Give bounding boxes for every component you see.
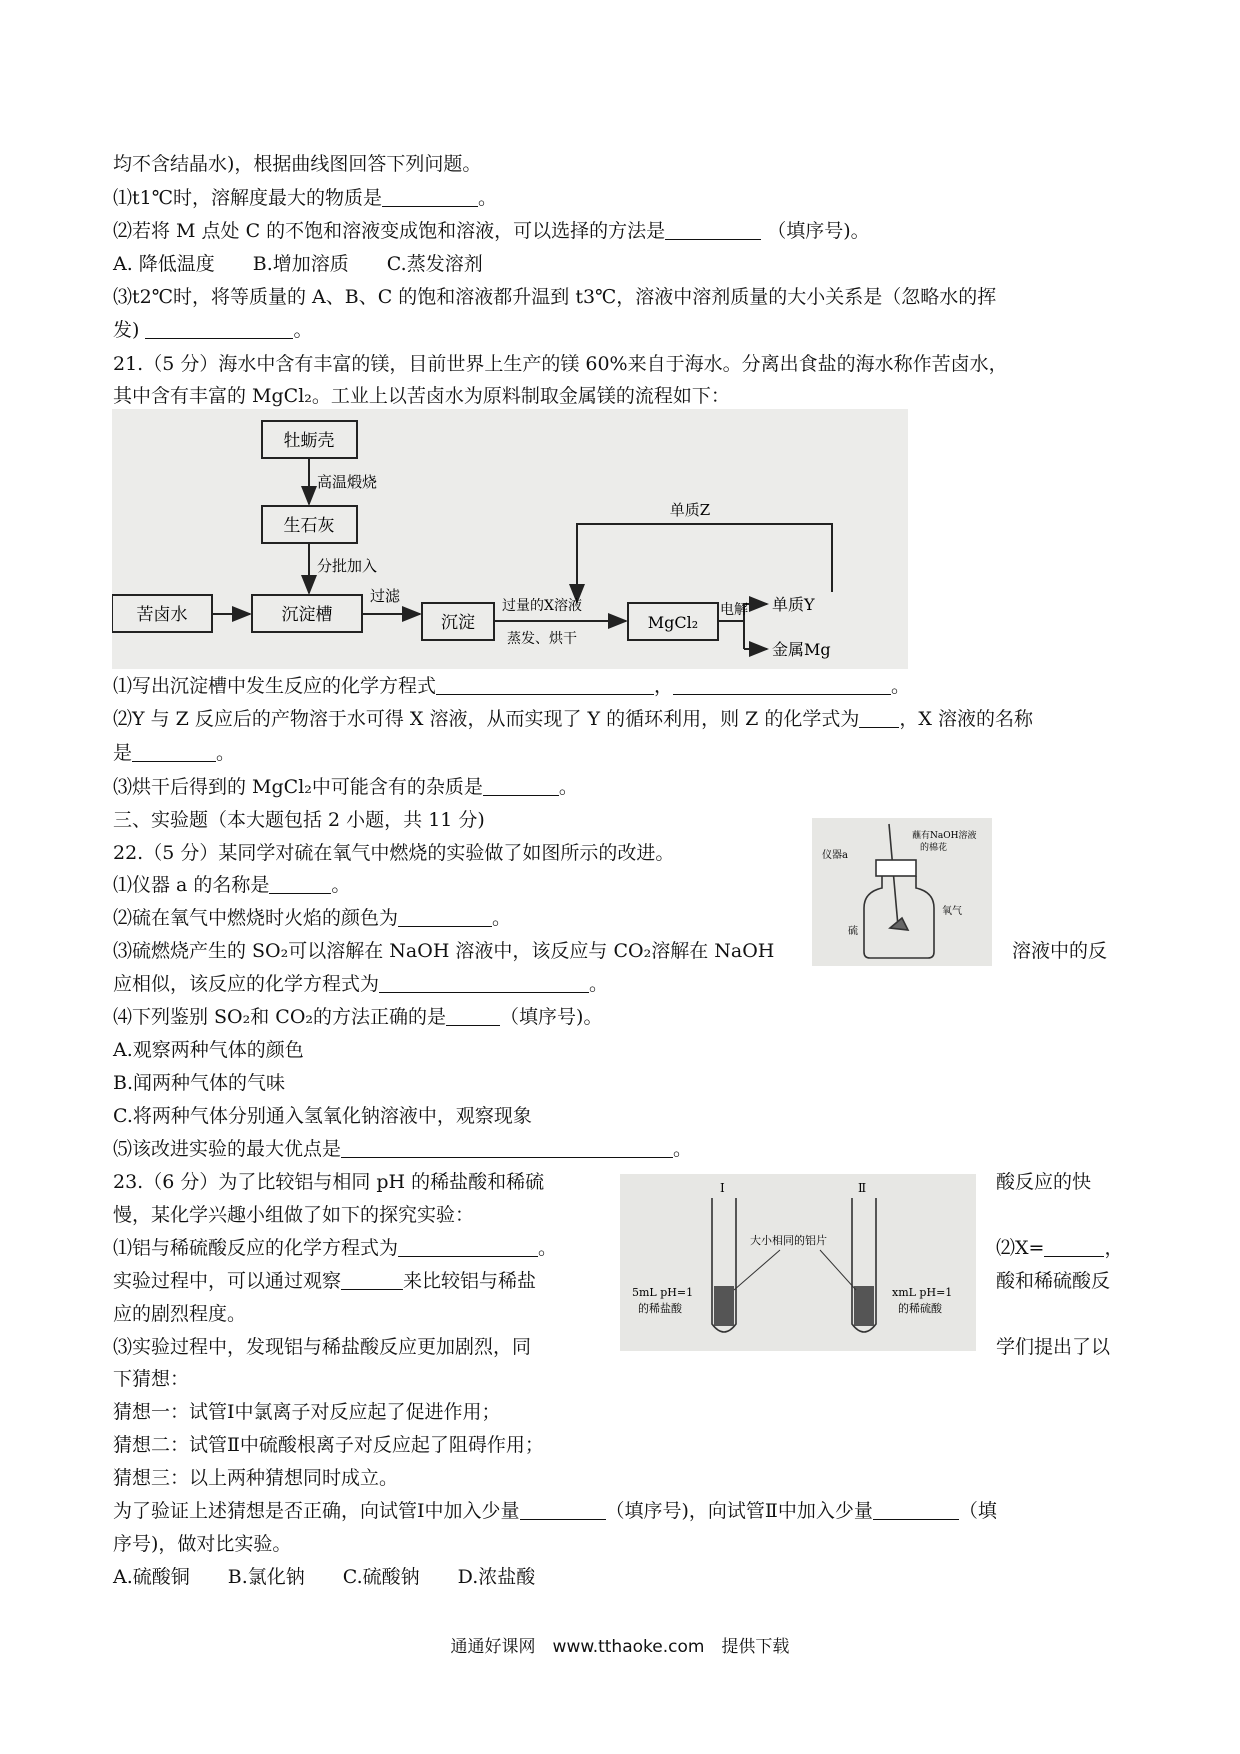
calcine-label: 高温煅烧 [317,473,378,491]
answer-blank[interactable] [665,221,761,240]
question-22-4 [113,1004,602,1030]
verify-line-2: 序号)，做对比实验。 [113,1533,292,1555]
text: ，X 溶液的名称 [899,708,1033,730]
text: 。 [293,319,313,341]
text-line: 均不含结晶水)，根据曲线图回答下列问题。 [113,153,482,175]
answer-blank[interactable] [1044,1238,1104,1257]
text: 。 [538,1237,558,1259]
sulfur-label: 硫 [848,926,858,937]
answer-blank[interactable] [436,676,654,695]
text: 。 [589,973,609,995]
question-23-line2: 慢，某化学兴趣小组做了如下的探究实验： [113,1204,475,1226]
text: ⑸该改进实验的最大优点是 [113,1138,342,1160]
text: ⑶烘干后得到的 MgCl₂中可能含有的杂质是 [113,776,483,798]
options-20: A. 降低温度 B.增加溶质 C.蒸发溶剂 [113,253,483,275]
tube-1-label: Ⅰ [720,1181,725,1195]
electrolysis-label: 电解 [720,602,748,618]
answer-blank[interactable] [269,875,331,894]
cotton-label: 蘸有NaOH溶液 [912,831,977,841]
text: ⑴t1℃时，溶解度最大的物质是 [113,187,382,209]
question-20-1 [113,185,497,211]
question-20-3: ⑶t2℃时，将等质量的 A、B、C 的饱和溶液都升温到 t3℃，溶液中溶剂质量的大小关系是（忽略水的挥 [113,286,997,308]
text: ⑷下列鉴别 SO₂和 CO₂的方法正确的是 [113,1006,447,1028]
answer-blank[interactable] [145,320,293,339]
sulfur-burning-figure [812,818,992,966]
text: 。 [891,675,911,697]
text: 是 [113,742,133,764]
evaporate-label: 蒸发、烘干 [507,631,577,647]
question-21-2-cont [113,740,235,766]
answer-blank[interactable] [341,1139,673,1158]
element-z-label: 单质Z [669,501,711,519]
text: ⑴铝与稀硫酸反应的化学方程式为 [113,1237,399,1259]
question-20-3-cont [113,317,312,343]
cotton-label-2: 的棉花 [920,843,948,853]
tube-2-label: Ⅱ [858,1181,867,1195]
question-22-3-cont [113,971,608,997]
question-23-3-right: 学们提出了以 [996,1336,1111,1358]
right-solution-label-2: 的稀硫酸 [898,1302,942,1315]
question-23-intro: 23.（6 分）为了比较铝与相同 pH 的稀盐酸和稀硫 [113,1171,545,1193]
metal-mg-label: 金属Mg [772,640,831,659]
right-solution-label: xmL pH=1 [892,1286,953,1299]
question-23-intro-right: 酸反应的快 [996,1171,1092,1193]
mgcl2-label: MgCl₂ [647,613,699,632]
text: （填序号)。 [767,220,870,242]
question-23-line4-right: 酸和稀硫酸反 [996,1270,1111,1292]
text: 。 [216,742,236,764]
option-22-a: A.观察两种气体的颜色 [113,1039,304,1061]
answer-blank[interactable] [859,709,899,728]
text: 应相似，该反应的化学方程式为 [113,973,380,995]
question-22-intro: 22.（5 分）某同学对硫在氧气中燃烧的实验做了如图所示的改进。 [113,842,675,864]
text: （填 [958,1500,997,1522]
instrument-a-label: 仪器a [822,850,848,861]
text: 实验过程中，可以通过观察 [113,1270,342,1292]
answer-blank[interactable] [873,1501,959,1520]
text: ⑴写出沉淀槽中发生反应的化学方程式 [113,675,437,697]
answer-blank[interactable] [398,908,492,927]
question-22-1 [113,872,350,898]
question-23-line7: 下猜想： [113,1368,190,1390]
question-23-2 [996,1235,1123,1261]
text: ⑴仪器 a 的名称是 [113,874,270,896]
question-21-3 [113,774,578,800]
magnesium-flowchart [112,409,908,669]
question-20-2 [113,218,870,244]
text: 。 [492,907,512,929]
element-y-label: 单质Y [772,595,815,614]
text: ⑵Y 与 Z 反应后的产物溶于水可得 X 溶液，从而实现了 Y 的循环利用，则 Z 的化学式为 [113,708,860,730]
text: 。 [558,776,578,798]
left-solution-label-2: 的稀盐酸 [638,1302,682,1315]
option-22-c: C.将两种气体分别通入氢氧化钠溶液中，观察现象 [113,1105,532,1127]
lime-label: 生石灰 [283,516,335,536]
text: ⑵X= [996,1237,1045,1259]
answer-blank[interactable] [483,777,559,796]
bittern-label: 苦卤水 [136,605,188,625]
foil-label: 大小相同的铝片 [750,1234,827,1247]
answer-blank[interactable] [379,974,589,993]
text: 来比较铝与稀盐 [403,1270,537,1292]
question-21-intro-2: 其中含有丰富的 MgCl₂。工业上以苦卤水为原料制取金属镁的流程如下： [113,385,730,407]
answer-blank[interactable] [520,1501,606,1520]
text: 发) [113,319,140,341]
options-23: A.硫酸铜 B.氯化钠 C.硫酸钠 D.浓盐酸 [113,1566,536,1588]
section-3-heading: 三、实验题（本大题包括 2 小题，共 11 分) [113,809,485,831]
left-solution-label: 5mL pH=1 [632,1286,694,1299]
question-22-2 [113,905,511,931]
answer-blank[interactable] [673,676,891,695]
text: （填序号)，向试管Ⅱ中加入少量 [605,1500,873,1522]
filter-label: 过滤 [370,587,401,605]
answer-blank[interactable] [446,1007,500,1026]
question-23-1 [113,1235,557,1261]
oyster-label: 牡蛎壳 [283,431,335,451]
text: ， [654,675,674,697]
text: 。 [331,874,351,896]
text: 。 [673,1138,693,1160]
precipitate-label: 沉淀 [441,613,475,633]
add-label: 分批加入 [317,557,378,575]
excess-label: 过量的X溶液 [502,598,582,614]
question-21-2 [113,706,1033,732]
guess-2: 猜想二：试管Ⅱ中硫酸根离子对反应起了阻碍作用； [113,1434,544,1456]
question-23-3: ⑶实验过程中，发现铝与稀盐酸反应更加剧烈，同 [113,1336,532,1358]
tank-label: 沉淀槽 [281,605,333,625]
text: 。 [477,187,497,209]
text: ⑵硫在氧气中燃烧时火焰的颜色为 [113,907,399,929]
text: （填序号)。 [500,1006,603,1028]
question-21-1 [113,673,910,699]
option-22-b: B.闻两种气体的气味 [113,1072,286,1094]
oxygen-label: 氧气 [942,906,962,917]
answer-blank[interactable] [382,188,478,207]
question-23-line5: 应的剧烈程度。 [113,1303,247,1325]
answer-blank[interactable] [398,1238,538,1257]
question-22-3-right: 溶液中的反 [1012,940,1108,962]
question-21-intro: 21.（5 分）海水中含有丰富的镁，目前世界上生产的镁 60%来自于海水。分离出食盐的海水称作苦卤水， [113,353,1008,375]
text: 为了验证上述猜想是否正确，向试管Ⅰ中加入少量 [113,1500,520,1522]
question-23-line4 [113,1268,536,1294]
footer-credit: 通通好课网 www.tthaoke.com 提供下载 [450,1637,790,1657]
text: ⑵若将 M 点处 C 的不饱和溶液变成饱和溶液，可以选择的方法是 [113,220,666,242]
guess-3: 猜想三：以上两种猜想同时成立。 [113,1467,399,1489]
question-22-3: ⑶硫燃烧产生的 SO₂可以溶解在 NaOH 溶液中，该反应与 CO₂溶解在 NaOH [113,940,775,962]
verify-line [113,1498,997,1524]
text: ， [1104,1237,1124,1259]
answer-blank[interactable] [341,1271,403,1290]
test-tube-figure [620,1174,976,1351]
answer-blank[interactable] [132,743,216,762]
question-22-5 [113,1136,692,1162]
guess-1: 猜想一：试管Ⅰ中氯离子对反应起了促进作用； [113,1401,501,1423]
